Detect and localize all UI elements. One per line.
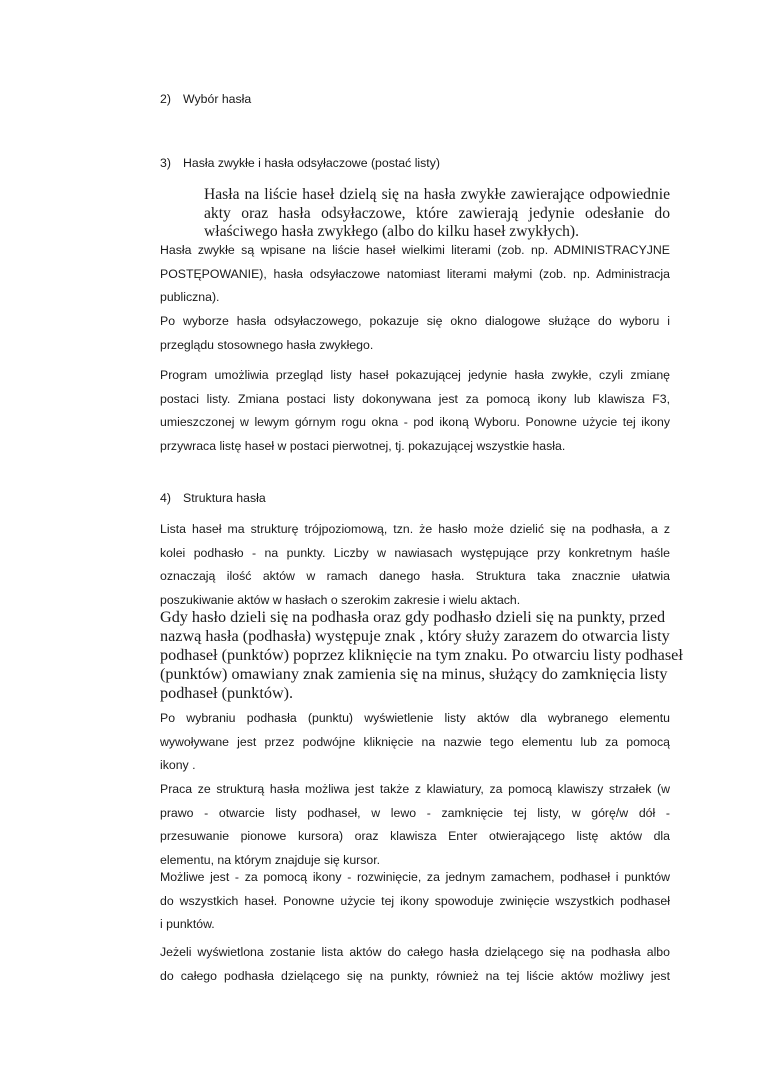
paragraph-line: i punktów.: [160, 917, 215, 931]
paragraph-line: Jeżeli wyświetlona zostanie lista aktów do całego hasła dzielącego się na podhasła albo: [160, 945, 670, 959]
paragraph-line: do wszystkich haseł. Ponowne użycie tej ikony spowoduje zwinięcie wszystkich podhaseł: [160, 893, 670, 908]
section-2-heading: [160, 88, 251, 112]
paragraph-line: Lista haseł ma strukturę trójpoziomową, tzn. że hasło może dzielić się na podhasła, a z: [160, 522, 670, 536]
section-4-number: 4): [160, 491, 171, 505]
paragraph-line: postaci listy. Zmiana postaci listy dokonywana jest za pomocą ikony lub klawisza F3,: [160, 391, 670, 406]
paragraph-line: Po wybraniu podhasła (punktu) wyświetlenie listy aktów dla wybranego elementu: [160, 711, 670, 725]
section-4-paragraph-4: [160, 866, 670, 937]
quote-line: właściwego hasła zwykłego (albo do kilku haseł zwykłych).: [204, 223, 580, 240]
paragraph-line: oznaczają ilość aktów w ramach danego hasła. Struktura taka znacznie ułatwia: [160, 569, 670, 583]
serif-line: podhaseł (punktów).: [160, 684, 294, 702]
section-3-title: Hasła zwykłe i hasła odsyłaczowe (postać listy): [183, 156, 440, 170]
paragraph-line: Program umożliwia przegląd listy haseł pokazującej jedynie hasła zwykłe, czyli zmianę: [160, 368, 670, 382]
paragraph-line: elementu, na którym znajduje się kursor.: [160, 852, 381, 867]
section-2-title: Wybór hasła: [183, 92, 252, 106]
paragraph-line: kolei podhasło - na punkty. Liczby w nawiasach występujące przy konkretnym haśle: [160, 545, 670, 560]
section-3-paragraph-1: [160, 239, 670, 310]
section-3-paragraph-3: [160, 364, 670, 458]
serif-line: (punktów) omawiany znak zamienia się na minus, służący do zamknięcia listy: [160, 665, 668, 683]
section-4-title: Struktura hasła: [183, 491, 266, 505]
section-4-serif-paragraph: [160, 608, 683, 703]
paragraph-line: przesuwanie pionowe kursora) oraz klawisza Enter otwierającego listę aktów dla: [160, 829, 670, 843]
quote-line: Hasła na liście haseł dzielą się na hasła zwykłe zawierające odpowiednie: [204, 186, 670, 203]
paragraph-line: Po wyborze hasła odsyłaczowego, pokazuje się okno dialogowe służące do wyboru i: [160, 314, 670, 328]
quote-line: akty oraz hasła odsyłaczowe, które zawierają jedynie odesłanie do: [204, 204, 670, 222]
serif-line: Gdy hasło dzieli się na podhasła oraz gdy podhasło dzieli się na punkty, przed: [160, 608, 666, 626]
paragraph-line: ikony .: [160, 758, 196, 772]
paragraph-line: do całego podhasła dzielącego się na punkty, również na tej liście aktów możliwy jest: [160, 968, 670, 983]
paragraph-line: umieszczonej w lewym górnym rogu okna - pod ikoną Wyboru. Ponowne użycie tej ikony: [160, 415, 670, 429]
serif-line: podhaseł (punktów) poprzez kliknięcie na tym znaku. Po otwarciu listy podhaseł: [160, 646, 683, 664]
paragraph-line: publiczna).: [160, 290, 220, 304]
paragraph-line: przywraca listę haseł w postaci pierwotnej, tj. pokazującej wszystkie hasła.: [160, 438, 566, 453]
section-4-paragraph-3: [160, 778, 670, 872]
paragraph-line: prawo - otwarcie listy podhaseł, w lewo - zamknięcie tej listy, w górę/w dół -: [160, 805, 670, 820]
paragraph-line: Możliwe jest - za pomocą ikony - rozwinięcie, za jednym zamachem, podhaseł i punktów: [160, 870, 670, 884]
section-4-paragraph-5: [160, 941, 670, 988]
section-3-heading: [160, 152, 440, 176]
paragraph-line: Hasła zwykłe są wpisane na liście haseł wielkimi literami (zob. np. ADMINISTRACYJNE: [160, 243, 670, 257]
section-3-number: 3): [160, 156, 171, 170]
serif-line: nazwą hasła (podhasła) występuje znak , który służy zarazem do otwarcia listy: [160, 627, 670, 645]
paragraph-line: poszukiwanie aktów w hasłach o szerokim zakresie i wielu aktach.: [160, 592, 521, 607]
section-4-heading: [160, 487, 266, 511]
section-2-number: 2): [160, 92, 171, 106]
paragraph-line: przeglądu stosownego hasła zwykłego.: [160, 337, 374, 352]
section-4-paragraph-1: [160, 518, 670, 612]
paragraph-line: Praca ze strukturą hasła możliwa jest także z klawiatury, za pomocą klawiszy strzałek (w: [160, 782, 670, 796]
section-3-paragraph-2: [160, 310, 670, 357]
section-4-paragraph-2: [160, 707, 670, 778]
paragraph-line: POSTĘPOWANIE), hasła odsyłaczowe natomiast literami małymi (zob. np. Administracja: [160, 266, 670, 281]
paragraph-line: wywoływane jest przez podwójne kliknięcie na nazwie tego elementu lub za pomocą: [160, 734, 670, 749]
section-3-quote: [204, 186, 670, 242]
